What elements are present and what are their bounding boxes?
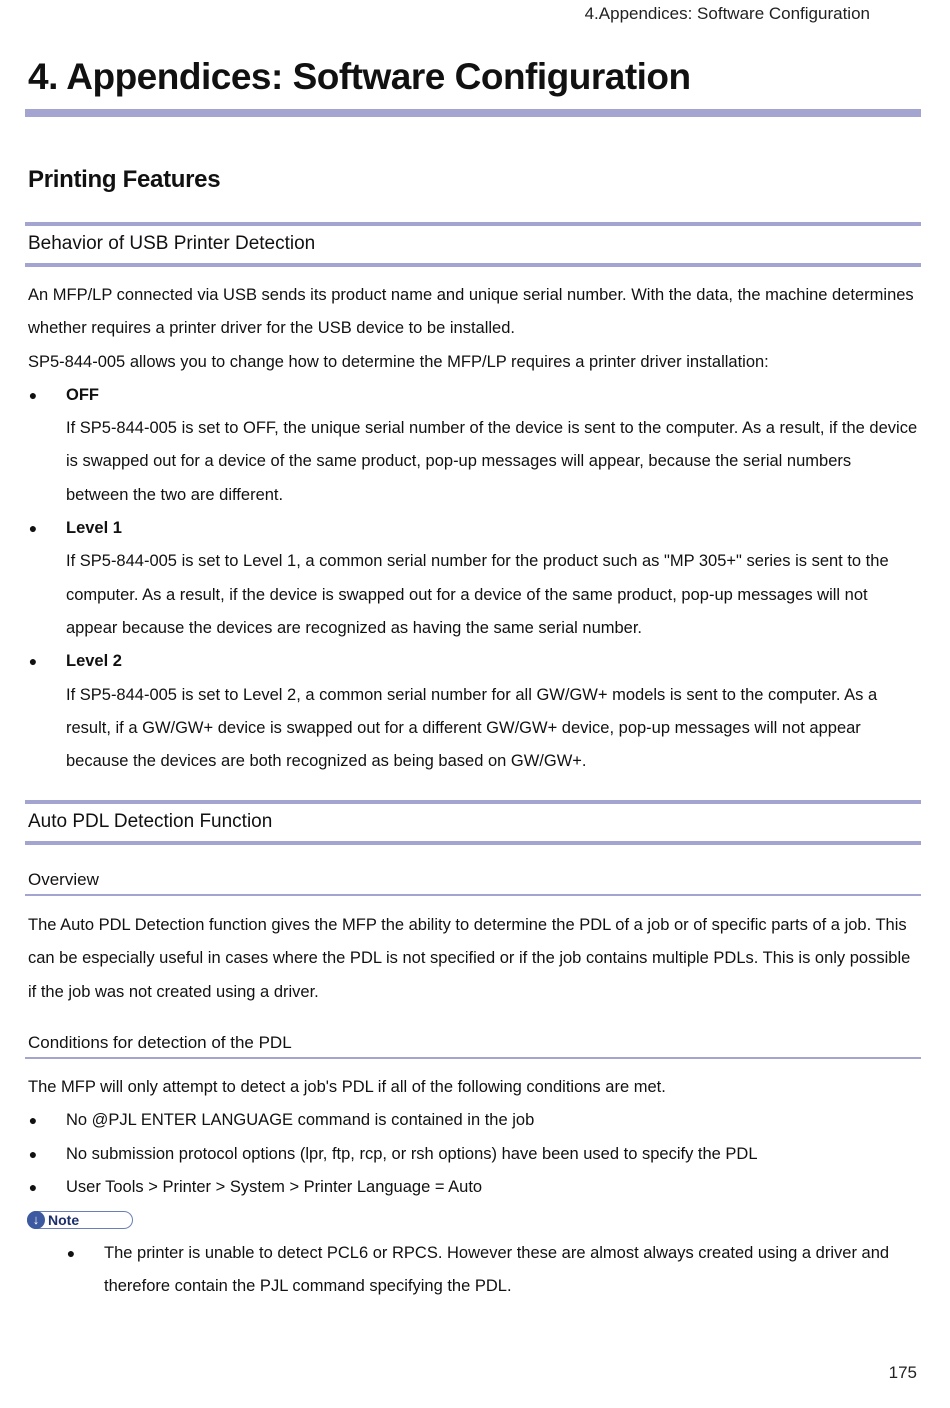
list-item: [28, 1171, 918, 1204]
bullet-icon: ●: [28, 653, 38, 670]
option-description: If SP5-844-005 is set to OFF, the unique serial number of the device is sent to the computer. As a result, if the device is swapped out for a device of the same product, pop-up messages will appear, because the serial numbers between the two are different.: [66, 419, 918, 504]
overview-body: [28, 909, 918, 1009]
conditions-body: [28, 1071, 918, 1204]
note-body: [66, 1237, 918, 1304]
condition-text: No @PJL ENTER LANGUAGE command is contained in the job: [66, 1111, 535, 1130]
option-term: OFF: [66, 385, 99, 404]
option-term: Level 2: [66, 652, 122, 671]
usb-detection-body: [28, 279, 918, 778]
note-list: [66, 1237, 918, 1304]
list-item: [28, 379, 918, 512]
usb-paragraph: An MFP/LP connected via USB sends its product name and unique serial number. With the data, the machine determines whether requires a printer driver for the USB device to be installed.: [28, 286, 914, 338]
section-title: Printing Features: [28, 166, 221, 193]
list-item: [28, 645, 918, 778]
chapter-rule: [25, 109, 921, 117]
bullet-icon: ●: [28, 1145, 38, 1162]
usb-option-list: [28, 379, 918, 779]
running-header: 4.Appendices: Software Configuration: [584, 4, 870, 23]
option-description: If SP5-844-005 is set to Level 1, a common serial number for the product such as "MP 305+" series is sent to the computer. As a result, if the device is swapped out for a device of the same product, pop-up messages will not appear because the devices are recognized as having the same serial number.: [66, 552, 889, 637]
overview-rule: [25, 894, 921, 896]
overview-title: Overview: [28, 870, 99, 889]
condition-text: User Tools > Printer > System > Printer Language = Auto: [66, 1177, 483, 1196]
pdl-detection-title: Auto PDL Detection Function: [28, 811, 273, 832]
list-item: [66, 1237, 918, 1304]
condition-text: No submission protocol options (lpr, ftp, rcp, or rsh options) have been used to specify the PDL: [66, 1144, 758, 1163]
usb-detection-title: Behavior of USB Printer Detection: [28, 233, 316, 254]
bullet-icon: ●: [28, 1178, 38, 1195]
bullet-icon: ●: [28, 386, 38, 403]
note-badge: [27, 1211, 133, 1229]
list-item: [28, 512, 918, 645]
page-number: 175: [888, 1363, 917, 1382]
bullet-icon: ●: [28, 520, 38, 537]
section-rule-top: [25, 222, 921, 226]
usb-paragraph: SP5-844-005 allows you to change how to determine the MFP/LP requires a printer driver installation:: [28, 352, 769, 371]
list-item: [28, 1138, 918, 1171]
note-label: Note: [48, 1212, 80, 1228]
bullet-icon: ●: [66, 1245, 76, 1261]
down-arrow-icon: ↓: [27, 1211, 45, 1229]
conditions-list: [28, 1104, 918, 1204]
chapter-title: 4. Appendices: Software Configuration: [28, 56, 691, 97]
section-rule-bottom: [25, 263, 921, 267]
list-item: [28, 1104, 918, 1137]
conditions-rule: [25, 1057, 921, 1059]
conditions-intro: The MFP will only attempt to detect a job's PDL if all of the following conditions are met.: [28, 1078, 666, 1096]
section-rule-top: [25, 800, 921, 804]
option-term: Level 1: [66, 519, 122, 538]
option-description: If SP5-844-005 is set to Level 2, a common serial number for all GW/GW+ models is sent to the computer. As a result, if a GW/GW+ device is swapped out for a different GW/GW+ device, pop-up messages will not appear because the devices are both recognized as being based on GW/GW+.: [66, 685, 878, 771]
section-rule-bottom: [25, 841, 921, 845]
bullet-icon: ●: [28, 1112, 38, 1129]
note-text: The printer is unable to detect PCL6 or RPCS. However these are almost always created using a driver and therefore contain the PJL command specifying the PDL.: [104, 1244, 890, 1296]
overview-paragraph: The Auto PDL Detection function gives the MFP the ability to determine the PDL of a job or of specific parts of a job. This can be especially useful in cases where the PDL is not specified or if the job contains multiple PDLs. This is only possible if the job was not created using a driver.: [28, 916, 911, 1001]
conditions-title: Conditions for detection of the PDL: [28, 1033, 292, 1052]
